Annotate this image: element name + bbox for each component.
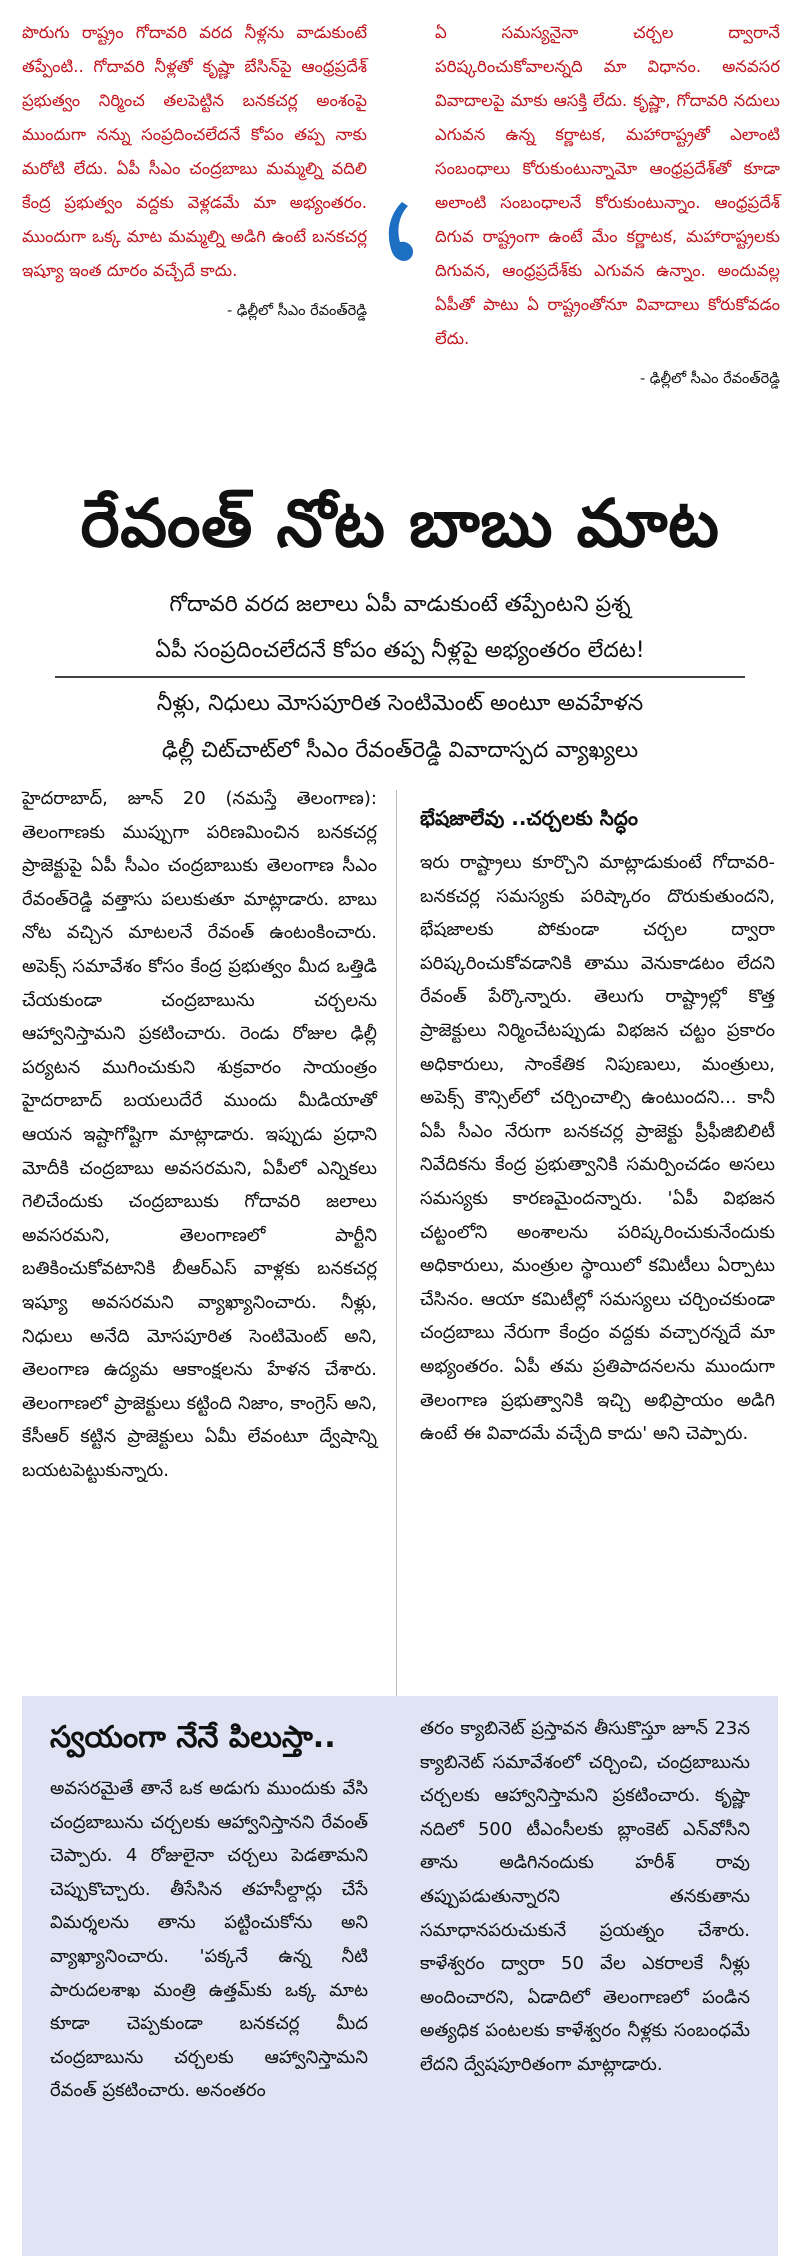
subhead-2: ఏపీ సంప్రదించలేదనే కోపం తప్ప నీళ్లపై అభ్యంతరం లేదట! bbox=[155, 638, 645, 663]
article-subheading: భేషజాలేవు ..చర్చలకు సిద్ధం bbox=[420, 806, 639, 830]
quote-left bbox=[22, 16, 367, 328]
headline: రేవంత్ నోట బాబు మాట bbox=[80, 485, 720, 562]
box-left-text: అవసరమైతే తానే ఒక అడుగు ముందుకు వేసి చంద్రబాబును చర్చలకు ఆహ్వానిస్తానని రేవంత్ చెప్పారు. 4 రోజులైనా చర్చలు పెడతామని చెప్పుకొచ్చారు. తీసేసిన తహసీల్దార్లు చేసే విమర్శలను తాను పట్టించుకోను అని వ్యాఖ్యానించారు. 'పక్కనే ఉన్న నీటి పారుదలశాఖ మంత్రి ఉత్తమ్‌కు ఒక్క మాట కూడా చెప్పకుండా బనకచర్ల మీద చంద్రబాబును చర్చలకు ఆహ్వానిస్తామని రేవంత్ ప్రకటించారు. అనంతరం bbox=[50, 1778, 368, 2102]
subhead-3: నీళ్లు, నిధులు మోసపూరిత సెంటిమెంట్ అంటూ అవహేళన bbox=[156, 691, 644, 716]
quote-right-text: ఏ సమస్యనైనా చర్చల ద్వారానే పరిష్కరించుకోవాలన్నది మా విధానం. అనవసర వివాదాలపై మాకు ఆసక్తి లేదు. కృష్ణా, గోదావరి నదులు ఎగువన ఉన్న కర్ణాటక, మహారాష్ట్రతో ఎలాంటి సంబంధాలు కోరుకుంటున్నామో ఆంధ్రప్రదేశ్‌తో కూడా అలాంటి సంబంధాలనే కోరుకుంటున్నాం. ఆంధ్రప్రదేశ్ దిగువ రాష్ట్రంగా ఉంటే మేం కర్ణాటక, మహారాష్ట్రలకు దిగువన, ఆంధ్రప్రదేశ్‌కు ఎగువన ఉన్నాం. అందువల్ల ఏపీతో పాటు ఏ రాష్ట్రంతోనూ వివాదాలు కోరుకోవడం లేదు. bbox=[435, 23, 780, 348]
article-right-text: ఇరు రాష్ట్రాలు కూర్చొని మాట్లాడుకుంటే గోదావరి- బనకచర్ల సమస్యకు పరిష్కారం దొరుకుతుందని, భేషజాలకు పోకుండా చర్చల ద్వారా పరిష్కరించుకోవడానికి తాము వెనుకాడటం లేదని రేవంత్ పేర్కొన్నారు. తెలుగు రాష్ట్రాల్లో కొత్త ప్రాజెక్టులు నిర్మించేటప్పుడు విభజన చట్టం ప్రకారం అధికారులు, సాంకేతిక నిపుణులు, మంత్రులు, అపెక్స్ కౌన్సిల్‌లో చర్చించాల్సి ఉంటుందని... కానీ ఏపీ సీఎం నేరుగా బనకచర్ల ప్రాజెక్టు ప్రీఫీజిబిలిటీ నివేదికను కేంద్ర ప్రభుత్వానికి సమర్పించడం అసలు సమస్యకు కారణమైందన్నారు. 'ఏపీ విభజన చట్టంలోని అంశాలను పరిష్కరించుకునేందుకు అధికారులు, మంత్రుల స్థాయిలో కమిటీలు ఏర్పాటు చేసినం. ఆయా కమిటీల్లో సమస్యలు చర్చించకుండా చంద్రబాబు నేరుగా కేంద్రం వద్దకు వచ్చారన్నదే మా అభ్యంతరం. ఏపీ తమ ప్రతిపాదనలను ముందుగా తెలంగాణ ప్రభుత్వానికి ఇచ్చి అభిప్రాయం అడిగి ఉంటే ఈ వివాదమే వచ్చేది కాదు' అని చెప్పారు. bbox=[420, 852, 775, 1445]
quote-left-attribution: - ఢిల్లీలో సీఎం రేవంత్‌రెడ్డి bbox=[226, 303, 367, 319]
article-left-column: హైదరాబాద్, జూన్ 20 (నమస్తే తెలంగాణ): తెలంగాణకు ముప్పుగా పరిణమించిన బనకచర్ల ప్రాజెక్టుపై ఏపీ సీఎం చంద్రబాబుకు తెలంగాణ సీఎం రేవంత్‌రెడ్డి వత్తాసు పలుకుతూ మాట్లాడారు. బాబు నోట వచ్చిన మాటలనే రేవంత్ ఉంటంకించారు. అపెక్స్ సమావేశం కోసం కేంద్ర ప్రభుత్వం మీద ఒత్తిడి చేయకుండా చంద్రబాబును చర్చలను ఆహ్వానిస్తామని ప్రకటించారు. రెండు రోజుల ఢిల్లీ పర్యటన ముగించుకుని శుక్రవారం సాయంత్రం హైదరాబాద్ బయలుదేరే ముందు మీడియాతో ఆయన ఇష్టాగోష్టిగా మాట్లాడారు. ఇప్పుడు ప్రధాని మోదీకి చంద్రబాబు అవసరమని, ఏపీలో ఎన్నికలు గెలిచేందుకు చంద్రబాబుకు గోదావరి జలాలు అవసరమని, తెలంగాణలో పార్టీని బతికించుకోవటానికి బీఆర్‌ఎస్ వాళ్లకు బనకచర్ల ఇష్యూ అవసరమని వ్యాఖ్యానించారు. నీళ్లు, నిధులు అనేది మోసపూరిత సెంటిమెంట్ అని, తెలంగాణ ఉద్యమ ఆకాంక్షలను హేళన చేశారు. తెలంగాణలో ప్రాజెక్టులు కట్టింది నిజాం, కాంగ్రెస్ అని, కేసీఆర్ కట్టిన ప్రాజెక్టులు ఏమీ లేవంటూ ద్వేషాన్ని బయటపెట్టుకున్నారు. bbox=[22, 788, 377, 1481]
box-right-text: తరం క్యాబినెట్ ప్రస్తావన తీసుకొస్తూ జూన్ 23న క్యాబినెట్ సమావేశంలో చర్చించి, చంద్రబాబును చర్చలకు ఆహ్వానిస్తామని ప్రకటించారు. కృష్ణా నదిలో 500 టీఎంసీలకు బ్లాంకెట్ ఎన్‌వోసీని తాను అడిగినందుకు హరీశ్ రావు తప్పుపడుతున్నారని తనకుతాను సమాధానపరుచుకునే ప్రయత్నం చేశారు. కాళేశ్వరం ద్వారా 50 వేల ఎకరాలకే నీళ్లు అందించారని, ఏడాదిలో తెలంగాణలో పండిన అత్యధిక పంటలకు కాళేశ్వరం నీళ్లకు సంబంధమే లేదని ద్వేషపూరితంగా మాట్లాడారు. bbox=[420, 1718, 750, 2075]
subhead-1: గోదావరి వరద జలాలు ఏపీ వాడుకుంటే తప్పేంటని ప్రశ్న bbox=[169, 592, 631, 617]
column-divider bbox=[396, 790, 397, 1730]
quote-right-attribution: - ఢిల్లీలో సీఎం రేవంత్‌రెడ్డి bbox=[639, 371, 780, 387]
article-right-column bbox=[420, 800, 775, 1451]
subhead-4: ఢిల్లీ చిట్‌చాట్‌లో సీఎం రేవంత్‌రెడ్డి వివాదాస్పద వ్యాఖ్యలు bbox=[161, 738, 639, 763]
box-title: స్వయంగా నేనే పిలుస్తా.. bbox=[50, 1720, 336, 1755]
quote-left-text: పొరుగు రాష్ట్రం గోదావరి వరద నీళ్లను వాడుకుంటే తప్పేంటి.. గోదావరి నీళ్లతో కృష్ణా బేసిన్‌పై ఆంధ్రప్రదేశ్ ప్రభుత్వం నిర్మించ తలపెట్టిన బనకచర్ల అంశంపై ముందుగా నన్ను సంప్రదించలేదనే కోపం తప్ప నాకు మరోటి లేదు. ఏపీ సీఎం చంద్రబాబు మమ్మల్ని వదిలి కేంద్ర ప్రభుత్వం వద్దకు వెళ్లడమే మా అభ్యంతరం. ముందుగా ఒక్క మాట మమ్మల్ని అడిగి ఉంటే బనకచర్ల ఇష్యూ ఇంత దూరం వచ్చేదే కాదు. bbox=[22, 23, 367, 280]
quotes-section bbox=[22, 16, 780, 468]
quote-mark-icon bbox=[378, 198, 424, 278]
subhead-divider bbox=[55, 676, 745, 678]
quote-right bbox=[435, 16, 780, 396]
